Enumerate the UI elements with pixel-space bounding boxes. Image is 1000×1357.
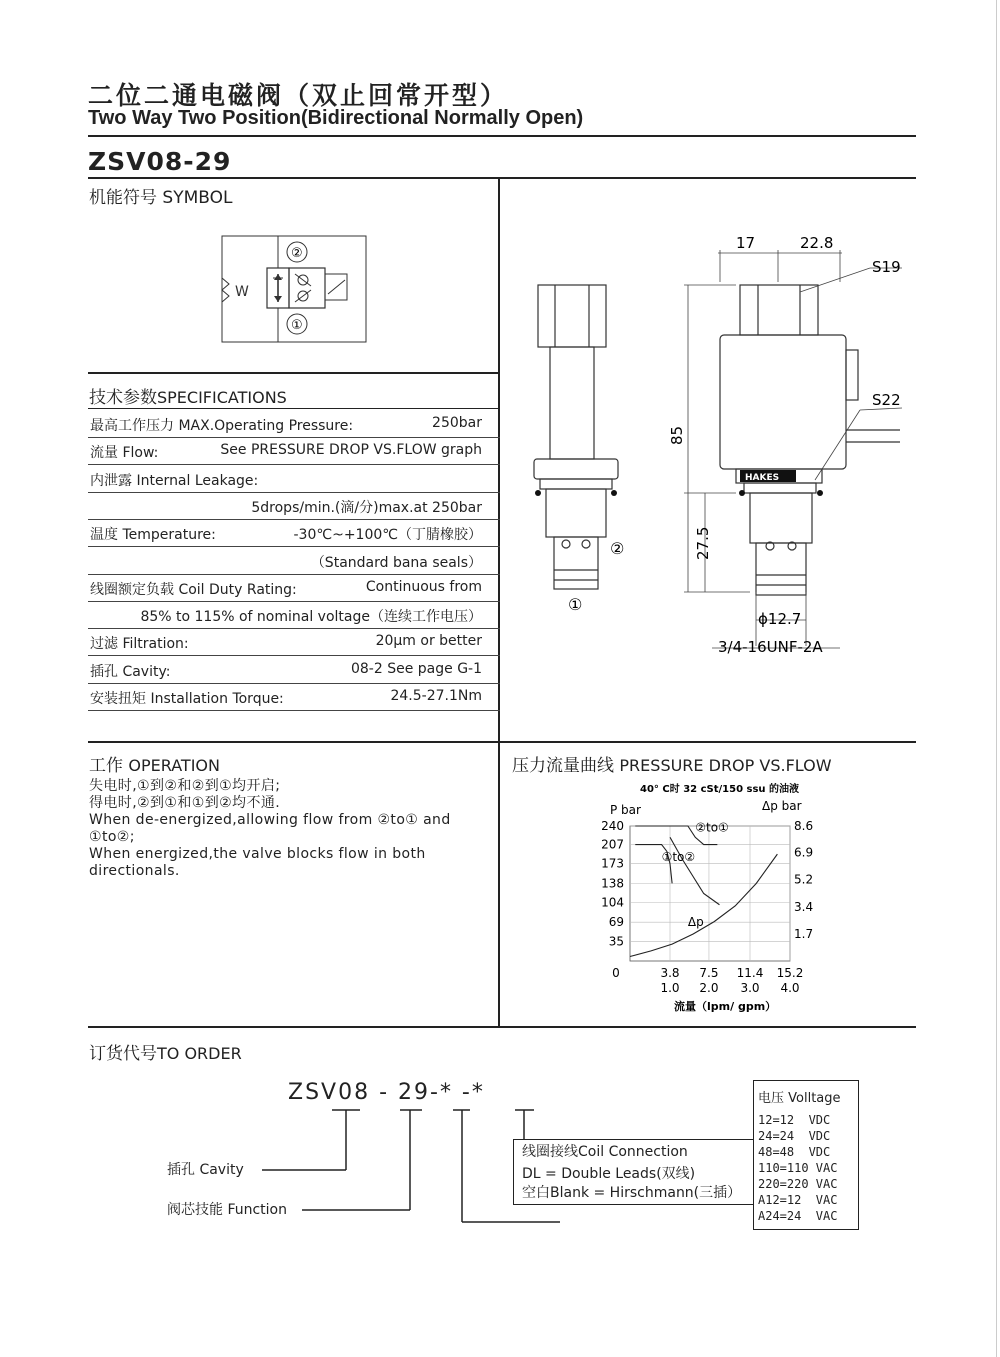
page-title-en: Two Way Two Position(Bidirectional Normally Open) (88, 107, 584, 129)
dim-s19: S19 (872, 258, 901, 276)
cavity-label: 插孔 Cavity (167, 1162, 244, 1178)
order-code: ZSV08 - 29-* -* (288, 1080, 485, 1105)
coil-line2: 空白Blank = Hirschmann(三插） (522, 1185, 742, 1201)
spec-value: 20μm or better (375, 633, 482, 650)
symbol-port1: ① (291, 318, 303, 333)
voltage-item: A12=12 VAC (758, 1193, 838, 1207)
chart-x2-tick: 3.0 (740, 981, 760, 995)
symbol-heading: 机能符号 SYMBOL (89, 188, 233, 208)
middle-rule (88, 741, 916, 743)
spec-label: 插孔 Cavity: (90, 663, 171, 680)
chart-x2-tick: 1.0 (660, 981, 680, 995)
spec-label: 温度 Temperature: (90, 527, 216, 544)
order-heading-cn: 订货代号 (89, 1044, 157, 1064)
chart-x-tick: 0 (612, 966, 620, 980)
chart-x2-tick: 4.0 (780, 981, 800, 995)
spec-value: 5drops/min.(滴/分)max.at 250bar (251, 499, 482, 516)
chart-y2-tick: 1.7 (794, 927, 814, 941)
spec-value: （Standard bana seals） (310, 554, 482, 571)
chart-y-tick: 207 (601, 837, 624, 852)
specs-heading-en: SPECIFICATIONS (157, 388, 287, 407)
chart-y2label: Δp bar (762, 799, 802, 813)
specs-heading (89, 383, 287, 408)
chart-frame (630, 826, 790, 961)
voltage-box (753, 1080, 859, 1230)
spec-value: 85% to 115% of nominal voltage（连续工作电压） (140, 609, 482, 626)
spec-row (88, 547, 500, 575)
operation-line: ①to②; (89, 829, 135, 845)
spec-row (88, 628, 500, 656)
chart-x2-tick: 2.0 (699, 981, 719, 995)
model-number: ZSV08-29 (88, 147, 232, 176)
order-heading-en: TO ORDER (157, 1044, 242, 1063)
spec-label: 安装扭矩 Installation Torque: (90, 691, 284, 707)
voltage-item: 12=12 VDC (758, 1113, 831, 1127)
spec-row (88, 519, 500, 547)
spec-label: 最高工作压力 MAX.Operating Pressure: (90, 418, 354, 434)
specs-heading-cn: 技术参数 (89, 388, 157, 408)
dim-thread: 3/4-16UNF-2A (718, 638, 823, 656)
bottom-rule (88, 1026, 916, 1028)
pressure-heading-cn: 压力流量曲线 (512, 756, 614, 776)
voltage-item: 220=220 VAC (758, 1177, 838, 1191)
spec-row (88, 574, 500, 602)
dim-27-5: 27.5 (694, 526, 712, 560)
chart-series-label: ②to① (695, 820, 729, 835)
spec-row (88, 410, 500, 438)
spec-value: 24.5-27.1Nm (390, 688, 482, 704)
chart-x-tick: 3.8 (660, 966, 680, 980)
voltage-item: 110=110 VAC (758, 1161, 838, 1175)
spec-value: See PRESSURE DROP VS.FLOW graph (220, 442, 482, 459)
dim-22-8: 22.8 (800, 234, 834, 252)
spec-row (88, 492, 500, 520)
chart-x-tick: 7.5 (699, 966, 719, 980)
chart-y2-tick: 8.6 (794, 819, 814, 833)
chart-y2-tick: 5.2 (794, 872, 814, 887)
spec-value: 250bar (432, 415, 482, 431)
spec-label: 过滤 Filtration: (90, 636, 189, 653)
chart-series-line (670, 837, 719, 905)
coil-connection-box (513, 1139, 753, 1205)
chart-y2-tick: 6.9 (794, 845, 814, 860)
hydraulic-symbol (215, 228, 375, 348)
chart-y-tick: 173 (601, 856, 624, 871)
chart-xlabel: 流量（lpm/ gpm） (674, 1000, 777, 1013)
specs-rule (88, 372, 500, 374)
pressure-drop-chart (590, 776, 830, 1022)
pressure-heading-en: PRESSURE DROP VS.FLOW (619, 756, 832, 775)
operation-heading-en: OPERATION (128, 756, 220, 775)
chart-y-tick: 35 (608, 934, 624, 949)
spec-row (88, 656, 500, 684)
voltage-item: A24=24 VAC (758, 1209, 838, 1223)
operation-line: 得电时,②到①和①到②均不通. (89, 795, 281, 811)
coil-title: 线圈接线Coil Connection (522, 1144, 688, 1160)
chart-y-tick: 138 (601, 876, 624, 891)
voltage-list (758, 1112, 858, 1224)
operation-line: directionals. (89, 863, 180, 879)
dim-85: 85 (668, 425, 686, 445)
operation-line: When energized,the valve blocks flow in both (89, 846, 426, 862)
page-edge (996, 0, 997, 1357)
order-heading (89, 1039, 242, 1064)
spec-value: 08-2 See page G-1 (350, 660, 482, 677)
voltage-item: 24=24 VDC (758, 1129, 831, 1143)
dim-17: 17 (736, 234, 756, 252)
spec-label: 流量 Flow: (90, 445, 159, 462)
dim-s22: S22 (872, 391, 901, 409)
voltage-item: 48=48 VDC (758, 1145, 831, 1159)
page-title-cn: 二位二通电磁阀（双止回常开型） (88, 81, 509, 110)
operation-text (89, 778, 451, 880)
spec-label: 线圈额定负载 Coil Duty Rating: (90, 581, 297, 598)
chart-y-tick: 69 (608, 915, 624, 930)
chart-y-tick: 104 (601, 895, 624, 910)
spec-row (88, 437, 500, 465)
brand-label: HAKES (745, 473, 780, 483)
function-label: 阀芯技能 Function (167, 1202, 287, 1218)
operation-line: 失电时,①到②和②到①均开启; (89, 778, 281, 794)
chart-title: 40° C时 32 cSt/150 ssu 的油液 (640, 784, 800, 795)
spec-row (88, 465, 500, 493)
chart-y-tick: 240 (601, 819, 624, 833)
pressure-heading (512, 751, 832, 776)
title-rule (88, 135, 916, 137)
spec-row (88, 601, 500, 629)
coil-line1: DL = Double Leads(双线) (522, 1166, 696, 1182)
valve-drawing (500, 180, 915, 680)
spec-row (88, 683, 500, 711)
voltage-title: 电压 Volltage (758, 1091, 841, 1106)
symbol-port2: ② (291, 246, 303, 261)
chart-x-tick: 15.2 (776, 966, 804, 980)
operation-heading-cn: 工作 (89, 756, 123, 776)
drawing-port1: ① (568, 595, 583, 614)
chart-x-tick: 11.4 (736, 966, 764, 980)
chart-y2-tick: 3.4 (794, 900, 814, 914)
model-rule (88, 177, 916, 179)
operation-line: When de-energized,allowing flow from ②to① and (89, 812, 451, 828)
spec-value: -30℃~+100℃（丁腈橡胶） (293, 527, 482, 544)
specs-table-top (88, 408, 500, 409)
dim-diameter: ϕ12.7 (758, 610, 802, 628)
spring-label: W (235, 284, 249, 300)
chart-ylabel: P bar (610, 803, 641, 817)
chart-series-label: ①to② (661, 849, 696, 864)
operation-heading (89, 751, 220, 776)
spec-label: 内泄露 Internal Leakage: (90, 472, 259, 489)
chart-series-label: Δp (687, 915, 704, 930)
spec-value: Continuous from (365, 578, 482, 595)
drawing-port2: ② (610, 539, 625, 558)
